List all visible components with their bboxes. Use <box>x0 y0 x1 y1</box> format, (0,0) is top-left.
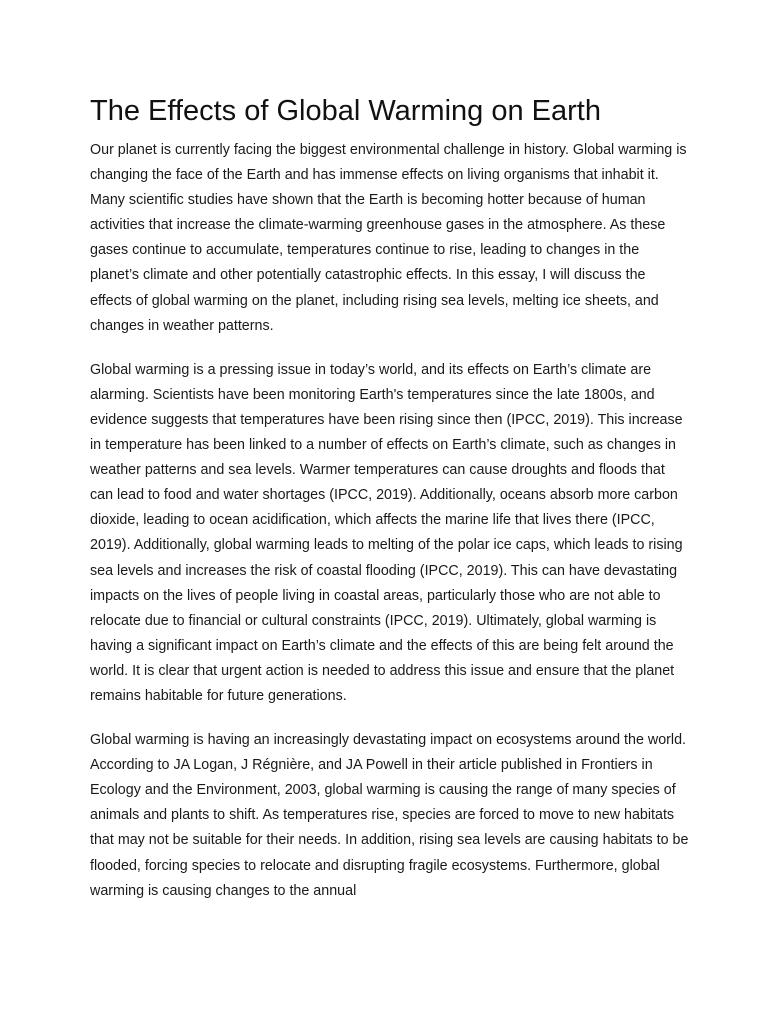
paragraph-climate-effects: Global warming is a pressing issue in today’s world, and its effects on Earth’s climate are alarming. Scientists have been monitoring Earth's temperatures since the late 1800s, and evidence suggests that temperatures have been rising since then (IPCC, 2019). This increase in temperature has been linked to a number of effects on Earth’s climate, such as changes in weather patterns and sea levels. Warmer temperatures can cause droughts and floods that can lead to food and water shortages (IPCC, 2019). Additionally, oceans absorb more carbon dioxide, leading to ocean acidification, which affects the marine life that lives there (IPCC, 2019). Additionally, global warming leads to melting of the polar ice caps, which leads to rising sea levels and increases the risk of coastal flooding (IPCC, 2019). This can have devastating impacts on the lives of people living in coastal areas, particularly those who are not able to relocate due to financial or cultural constraints (IPCC, 2019). Ultimately, global warming is having a significant impact on Earth’s climate and the effects of this are being felt around the world. It is clear that urgent action is needed to address this issue and ensure that the planet remains habitable for future generations. <box>90 361 683 704</box>
paragraph-intro: Our planet is currently facing the biggest environmental challenge in history. Global warming is changing the face of the Earth and has immense effects on living organisms that inhabit it. Many scientific studies have shown that the Earth is becoming hotter because of human activities that increase the climate-warming greenhouse gases in the atmosphere. As these gases continue to accumulate, temperatures continue to rise, leading to changes in the planet’s climate and other potentially catastrophic effects. In this essay, I will discuss the effects of global warming on the planet, including rising sea levels, melting ice sheets, and changes in weather patterns. <box>90 142 687 334</box>
paragraph-ecosystems: Global warming is having an increasingly devastating impact on ecosystems around the world. According to JA Logan, J Régnière, and JA Powell in their article published in Frontiers in Ecology and the Environment, 2003, global warming is causing the range of many species of animals and plants to shift. As temperatures rise, species are forced to move to new habitats that may not be suitable for their needs. In addition, rising sea levels are causing habitats to be flooded, forcing species to relocate and disrupting fragile ecosystems. Furthermore, global warming is causing changes to the annual <box>90 732 689 899</box>
document-page <box>90 88 690 923</box>
document-title: The Effects of Global Warming on Earth <box>90 95 601 127</box>
